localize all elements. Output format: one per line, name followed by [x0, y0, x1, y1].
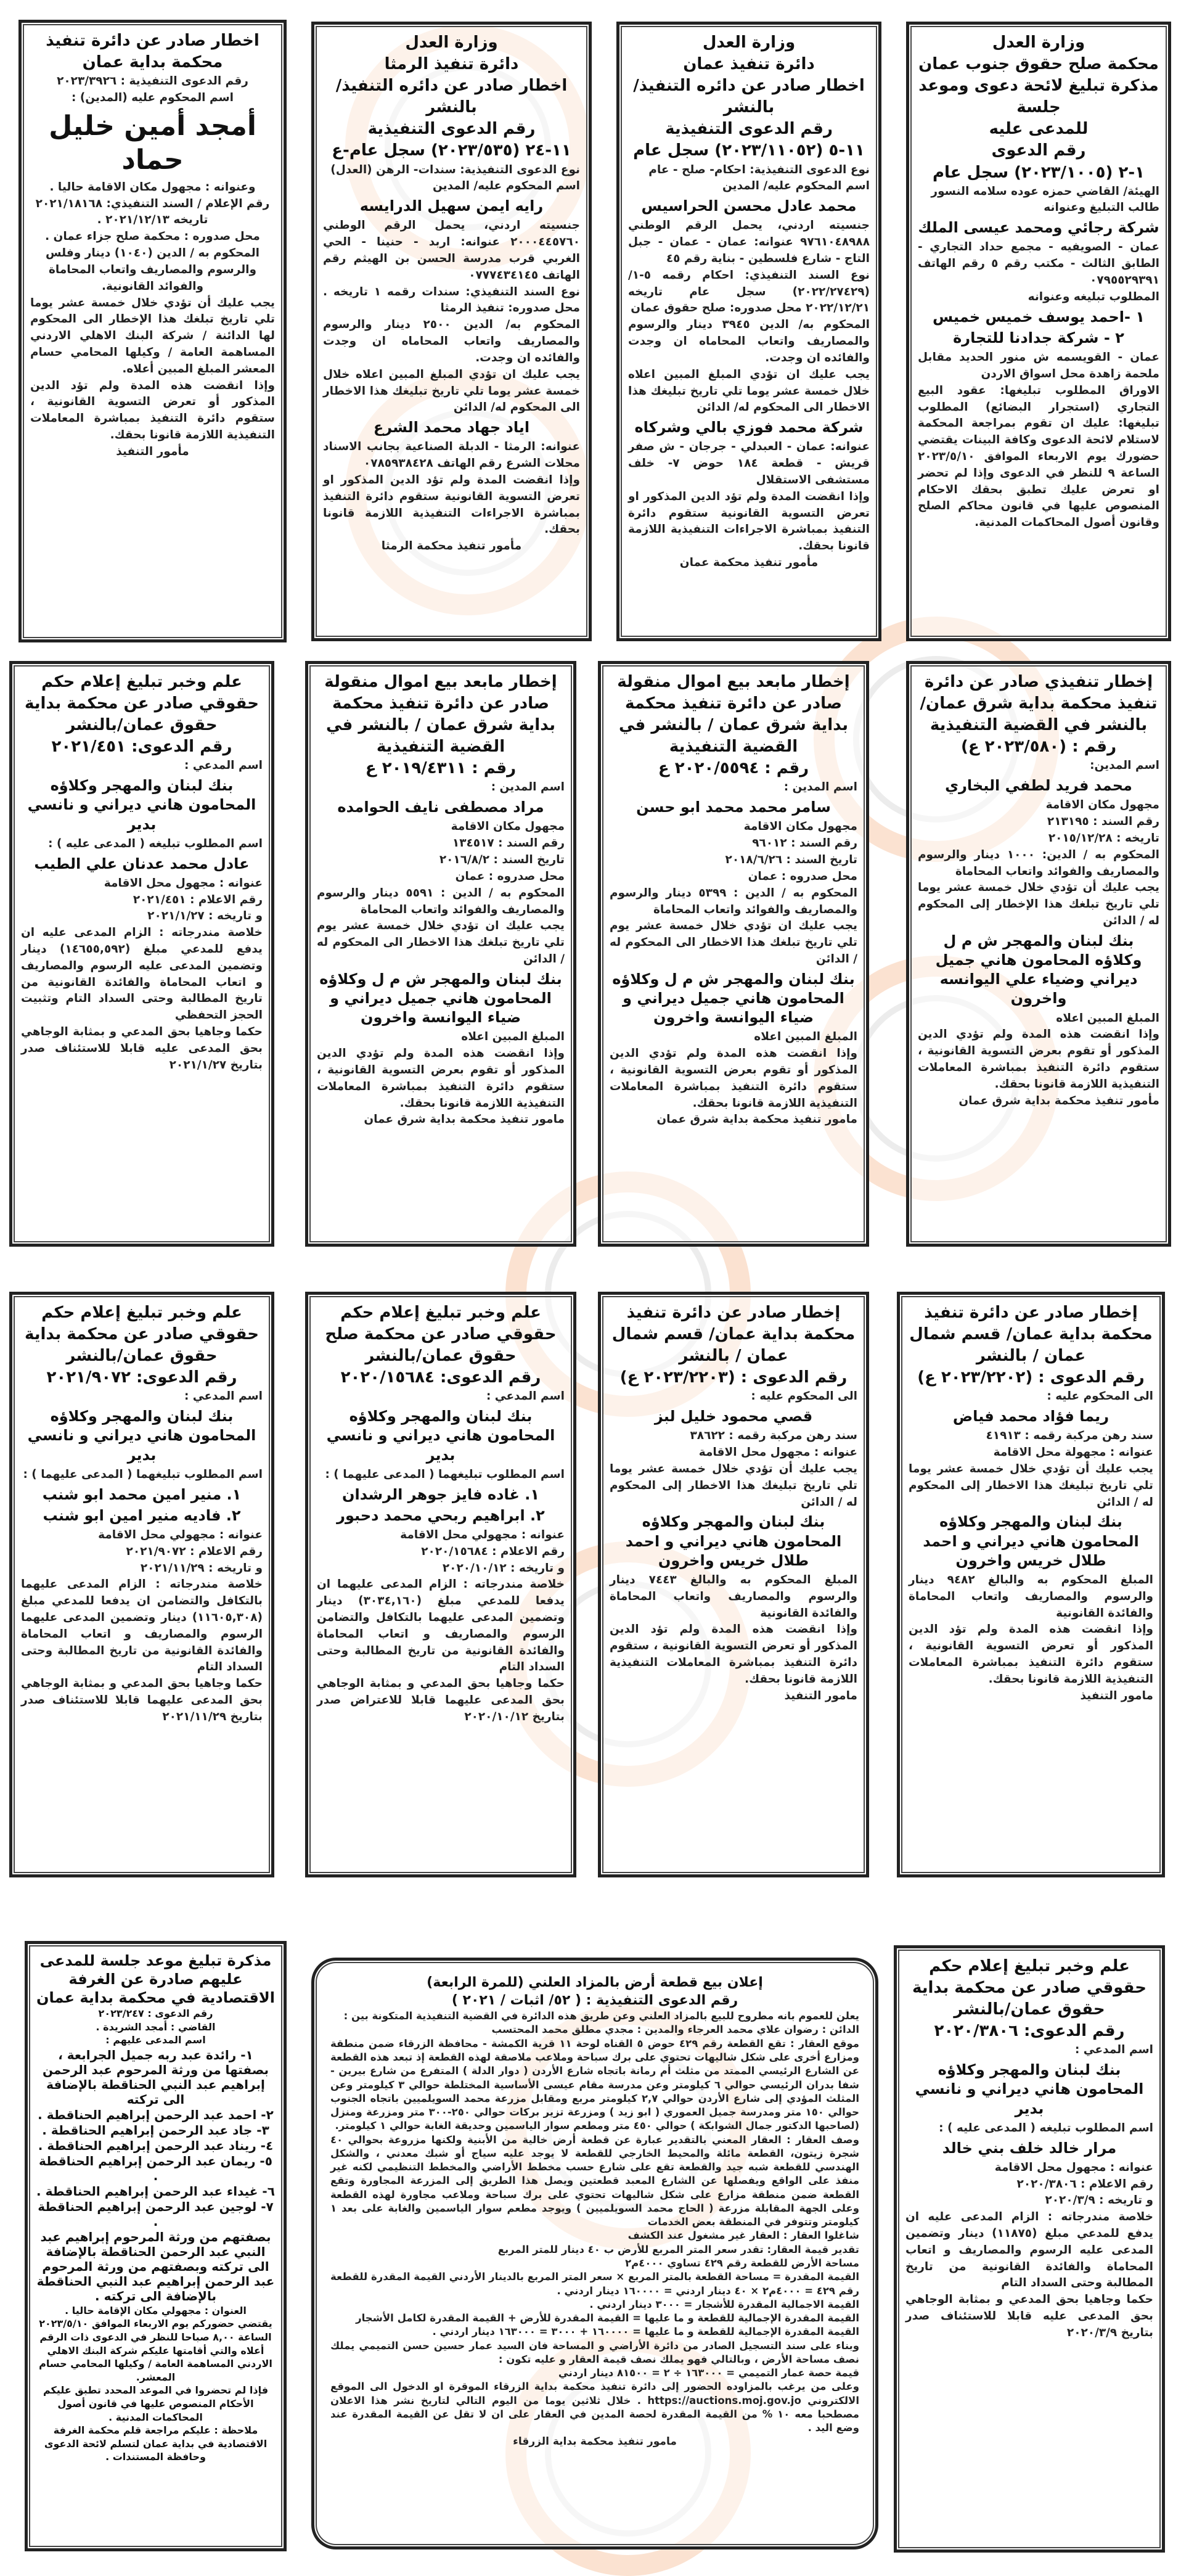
- notice-text: يجب عليك ان تؤدي خلال خمسة عشر يوم تلي تاريخ تبلغك هذا الاخطار الى المحكوم له / الدائن: [317, 919, 565, 966]
- party-name: شركة محمد فوزي بالي وشركاه: [634, 419, 864, 437]
- notice-text: رقم الاعلام : ٢٠٢٠/٣٨٠٦: [1016, 2177, 1153, 2191]
- notice-judgment-3806: [894, 1945, 1165, 2553]
- notice-heading: وزارة العدل: [992, 33, 1085, 52]
- party-name: مرار خالد خلف بني خالد: [942, 2139, 1117, 2157]
- notice-heading: مذكرة تبليغ موعد جلسة للمدعى عليهم صادرة عن الغرفة الاقتصادية في محكمة بداية عمان: [36, 1952, 275, 2006]
- notice-text: المحكوم به / الدين: ١٠٠٠ دينار والرسوم والمصاريف والفوائد واتعاب المحاماة: [918, 848, 1159, 878]
- party-name: بنك لبنان والمهجر ش م ل وكلاؤه المحامون هاني جميل ديراني وضياء علي اليوانسه واخرون: [935, 932, 1142, 1007]
- notice-text: اسم المدعي :: [1074, 2043, 1153, 2057]
- notice-text: يجب عليك أن تؤدي خلال خمسة عشر يوما تلي تاريخ تبليغك هذا الاخطار إلى المحكوم له / الدائن: [610, 1462, 857, 1509]
- notice-text: المحكوم به/ الدين ٢٥٠٠ دينار والرسوم والمصاريف واتعاب المحاماه ان وجدت والفائده ان وجدت.: [323, 318, 580, 364]
- notice-text: نوع الدعوى التنفيذية: سندات- الرهن (العدل): [330, 163, 580, 176]
- notice-text: وإذا انقضت هذه المدة ولم تؤد الدين المذكور أو تعرض التسوية القانونية ، ستقوم دائرة التنفيذ بمباشرة المعاملات التنفيذية اللازمة قانونا بحقك.: [30, 379, 275, 441]
- notice-text: و تاريخه : ٢٠٢٠/١٠/١٢: [442, 1561, 565, 1575]
- party-name: ٢- احمد عبد الرحمن إبراهيم الحناقطة .: [38, 2107, 274, 2122]
- notice-text: اسم المدعى عليهم :: [105, 2034, 206, 2046]
- notice-text: جنسيته اردني، يحمل الرقم الوطني ٢٠٠٠٤٤٥٧٦٠ عنوانه: اربد - حنينا - الحي الغربي قرب مدرسة الحسن بن الهيثم رقم الهاتف ٠٧٧٧٤٣٤١٤٥: [323, 219, 580, 282]
- notice-text: نوع الدعوى التنفيذية: احكام- صلح - عام: [648, 163, 870, 176]
- notice-text: حكما وجاهيا بحق المدعي و بمثابة الوجاهي بحق المدعى عليهما قابلا للاستئناف صدر بتاريخ ٢٠٢١/١١/٢٩: [21, 1677, 263, 1723]
- notice-text: اسم المدعي :: [184, 759, 263, 773]
- notice-text: عنوانه : مجهولة محل الاقامة: [993, 1446, 1153, 1459]
- notice-text: وصف العقار : العقار المعني بالتقدير عبارة عن قطعة أرض خالية من الأبنية ولكنها مزروعة بحوالي ٤٠ شجرة زيتون، القطعة مائلة والمحيط الخارجي للقطعة لا يوجد عليه سياج أو شبك معدني ، والشكل الهندسي للقطعة شبه جيد والقطعة تقع على شارع حسب مخطط الأراضي والمخطط التنظيمي لكنه غير منفذ على الواقع ويفصلها عن الشارع المعبد قطعتين ويصل هذا الطريق إلى المزرعة المجاورة وتقع القطعة ضمن منطقة مزارع على شكل شاليهات تحتوي على برك سباحة وملاعب مجاورة لهذه القطعة وعلى الجهة المقابلة مزرعة ( الحاج محمد السويلميين ) ويوجد مطعم سوار الياسمين والغابة على بعد ١ كيلومتر وتتوفر في المنطقة بعض الخدمات: [330, 2133, 859, 2228]
- notice-text: و تاريخه : ٢٠٢١/١/٢٧: [147, 909, 263, 923]
- notice-text: اسم المطلوب تبليغه ( المدعى عليه ) :: [48, 837, 263, 850]
- notice-text: اسم المحكوم عليه (المدين) :: [72, 91, 234, 104]
- notice-text: موقع العقار : تقع القطعة رقم ٤٢٩ حوض ٥ القناه لوحة ١١ قرية الكمشة - محافظة الزرقاء ضمن منطقة ومزارع أخرى على شكل شاليهات تحتوي على برك سباحة وملاعب ملاصقة لهذه القطعة إذ تبعد هذه القطعة عن الشارع الرئيسي الممتد من مثلث أم رمانة باتجاه شارع الأردن ( دوار الدلة ) المتفرع من شارع بيرين - شفا بدران الرئيسي حوالي ٦ كيلومتر وعن مدرسة مقام عيسى الأساسية المختلطة حوالي ٣ كيلومتر وعن المثلث المؤدي إلى شارع الأردن حوالي ٢,٧ كيلومتر مربع ومقابل مزرعة محمد السويلميين باتجاه الجنوب حوالي ١٥٠ متر ومدرسة جميل العموري ( ابو زيد ) ومزرعة تزير بركات حوالي ٢٥٠-٣٠٠ متر ومزرعة ومنزل (لصاحبها الدكتور جمال الشوابكة ) حوالي ٤٥٠ متر ومطعم سوار الياسمين وحديقة الغابة حوالي ١ كيلومتر.: [330, 2037, 859, 2132]
- notice-text: رقم السند : ١٣٤٥١٧: [452, 837, 565, 850]
- notice-text: المحكوم به/ الدين ٣٩٤٥ دينار والرسوم والمصاريف واتعاب المحاماه ان وجدت والفائده ان وجدت.: [628, 318, 870, 364]
- notice-text: يجب عليك ان تؤدي خلال خمسة عشر يوم تلي تاريخ تبلغك هذا الاخطار الى المحكوم له / الدائن: [610, 919, 857, 966]
- notice-text: رقم الإعلام / السند التنفيذي: ٢٠٢١/١٨١٦٨ تاريخه ٢٠٢١/١٢/١٣ .: [35, 197, 270, 227]
- notice-text: رقم الدعوى التنفيذية : ٢٠٢٣/٣٩٢٦: [57, 75, 248, 88]
- notice-execution-ramtha: [311, 22, 592, 641]
- notice-text: محل صدوره : محكمة صلح جزاء عمان .: [45, 230, 260, 244]
- notice-text: مامور تنفيذ محكمة بداية شرق عمان: [364, 1113, 565, 1126]
- notice-heading: اخطار صادر عن دائره التنفيذ/ بالنشر: [335, 76, 568, 117]
- notice-text: يجب عليك أن تؤدي خلال خمسة عشر يوما تلي تاريخ تبلغك هذا الإخطار إلى المحكوم له / الدائن: [918, 881, 1159, 928]
- notice-text: جنسيته اردني، يحمل الرقم الوطني ٩٧٦١٠٤٨٩٨٨ عنوانه: عمان - عمان - جبل التاج - شارع فلسطين - بناية رقم ٤٥: [628, 219, 870, 265]
- notice-text: خلاصة مندرجاته : الزام المدعى عليهما بالتكافل والتضامن ان يدفعا للمدعي مبلغ (١١٦٠٥,٣٠٨) دينار وتضمين المدعى عليهما الرسوم والمصاريف و اتعاب المحاماة والفائدة القانونية من تاريخ المطالبة وحتى السداد التام: [21, 1578, 263, 1674]
- notice-text: وإذا انقضت المدة ولم تؤد الدين المذكور او تعرض التسوية القانونية ستقوم دائرة التنفيذ بمباشرة الاجراءات التنفيذية اللازمة قانونا بحقك.: [628, 490, 870, 553]
- notice-heading: رقم الدعوى التنفيذية: [367, 120, 536, 139]
- notice-heading: رقم الدعوى : (٢٠٢٣/٢٢٠٢ ع): [917, 1368, 1145, 1387]
- party-name: بنك لبنان والمهجر وكلاؤه المحامون هاني ديراني و احمد طلال خريس واخرون: [923, 1513, 1139, 1569]
- notice-court-session-south-amman: [906, 22, 1171, 641]
- party-name: أمجد أمين خليل حماد: [49, 110, 256, 176]
- notice-text: عنوانه: عمان - العبدلي - جرجان - ش صفر قريش - قطعة ١٨٤ حوض ٧- خلف مستشفى الاستقلال: [628, 440, 870, 486]
- party-name: ١ -احمد يوسف خميس خميس: [933, 308, 1145, 326]
- notice-text: وإذا انقضت هذه المدة ولم تؤد الدين المذكور أو تعرض التسوية القانونية ، ستقوم دائرة التنفيذ بمباشرة المعاملات التنفيذية اللازمة قانونا بحقك.: [610, 1623, 857, 1686]
- notice-text: يجب عليك ان تؤدي المبلغ المبين اعلاه خلال خمسة عشر يوما تلي تاريخ تبليغك هذا الاخطار الى المحكوم له/ الدائن: [323, 367, 580, 414]
- notice-heading: محكمة صلح حقوق جنوب عمان: [918, 55, 1159, 74]
- notice-text: حكما وجاهيا بحق المدعي و بمثابة الوجاهي بحق المدعى عليه قابلا للاستئناف صدر بتاريخ ٢٠٢١/١/٢٧: [21, 1025, 263, 1072]
- party-name: ٢. ابراهيم ربحي محمد دحبور: [337, 1506, 545, 1524]
- notice-heading: للمدعى عليه: [989, 120, 1089, 139]
- party-name: شركة رجائي ومحمد عيسى الملك: [918, 219, 1159, 237]
- notice-heading: اخطار صادر عن دائره التنفيذ/ بالنشر: [633, 76, 865, 117]
- notice-text: اسم المدين:: [1090, 759, 1159, 773]
- notice-post-sale-5594: [598, 661, 869, 1247]
- notice-heading: إخطار تنفيذي صادر عن دائرة تنفيذ محكمة بداية شرق عمان/ بالنشر في القضية التنفيذية: [920, 673, 1158, 735]
- notice-heading: مذكرة تبليغ لائحة دعوى وموعد جلسة: [918, 76, 1159, 117]
- notice-heading: رقم الدعوى : (٢٠٢٣/٢٢٠٣ ع): [619, 1368, 848, 1387]
- notice-text: العنوان : مجهولي مكان الإقامة حاليا .: [65, 2304, 247, 2316]
- notice-text: يقتضي حضوركم يوم الاربعاء الموافق ٢٠٢٣/٥/١٠ الساعة ٨,٠٠ صباحا للنظر في الدعوى ذات الرقم أعلاه والتي أقامتها عليكم شركة البنك الاهلي الاردني المساهمة العامة / وكيلها المحامي حسام المعشر.: [39, 2318, 272, 2383]
- party-name: بنك لبنان والمهجر وكلاؤه المحامون هاني ديراني و نانسي بدير: [27, 1408, 256, 1464]
- notice-execution-east-amman-580: [906, 661, 1171, 1247]
- party-name: ريما فؤاد محمد فياض: [952, 1408, 1109, 1425]
- notice-heading: رقم : (٢٠٢٣/٥٨٠ ع): [960, 737, 1117, 757]
- notice-text: الى المحكوم عليه :: [751, 1390, 857, 1403]
- notice-text: محل صدروه : عمان: [455, 869, 565, 883]
- notice-text: رقم السند : ٩٦٠١٢: [752, 837, 857, 850]
- notice-heading: رقم الدعوى: ٢٠٢٠/١٥٦٨٤: [340, 1368, 541, 1387]
- party-name: ٣- جاد عبد الرحمن إبراهيم الحناقطة .: [42, 2122, 269, 2138]
- notice-text: القيمة الاجمالية المقدرة للأشجار = ٣٠٠٠ دينار اردني .: [589, 2298, 859, 2310]
- notice-text: تاريخ السند : ٢٠١٦/٨/٢: [439, 853, 565, 867]
- notice-heading: اخطار صادر عن دائرة تنفيذ: [46, 31, 259, 50]
- notice-text: مساحة الأرض للقطعة رقم ٤٢٩ تساوي ٤٠٠٠م٢: [625, 2257, 859, 2269]
- notice-text: سند رهن مركبة رقمه : ٤١٩١٣: [986, 1429, 1153, 1443]
- party-name: ٥- ريمان عبد الرحمن إبراهيم الحناقطة .: [39, 2153, 272, 2183]
- notice-text: محل صدروه : عمان: [748, 869, 857, 883]
- notice-heading: علم وخبر تبليغ إعلام حكم حقوقي صادر عن محكمة بداية حقوق عمان/بالنشر: [24, 1303, 259, 1366]
- party-name: سامر محمد محمد ابو حسن: [636, 798, 831, 816]
- notice-text: نوع السند التنفيذي: احكام رقمه ٥-١/ (٢٠٢٢/٢٧٤٢٩) سجل عام تاريخه ٢٠٢٢/١٢/٢١ محل صدوره: صلح حقوق عمان: [628, 268, 870, 315]
- notice-text: و تاريخه : ٢٠٢٠/٣/٩: [1045, 2194, 1153, 2207]
- notice-text: المبلغ المبين اعلاه: [461, 1030, 565, 1044]
- notice-text: مأمور تنفيذ محكمة الرمثا: [381, 539, 522, 553]
- notice-text: رقم الاعلام : ٢٠٢١/٤٥١: [133, 893, 263, 906]
- notice-text: وعلى من يرغب بالمزاوده الحضور إلى دائرة تنفيذ محكمة بداية الزرقاء الموقرة او الدخول الى الموقع الالكتروني https://auctions.moj.gov.jo . خلال ثلاثين يوما من اليوم التالي لتاريخ نشر هذا الاعلان مصطحبا معه ١٠ % من القيمة المقدرة لحصة المدين في العقار على ان لا تقل عن القيمة المقدرة عند وضع اليد .: [330, 2381, 859, 2434]
- notice-text: تقدير قيمة العقار: تقدر سعر المتر المربع للأرض ب ٤٠ دينار للمتر المربع: [497, 2243, 859, 2255]
- notice-text: تاريخه : ٢٠١٥/١٢/٢٨: [1048, 832, 1159, 845]
- notice-text: الهيئة/ القاضي حمزه عوده سلامه النسور: [931, 184, 1159, 198]
- notice-text: القاضي : أمجد الشريدة .: [96, 2020, 216, 2033]
- notice-text: عنوانه : مجهولي محل الاقامة: [400, 1528, 565, 1541]
- notice-text: وإذا انقضت المدة ولم تؤد الدين المذكور او تعرض التسوية القانونية ستقوم دائرة التنفيذ بمباشرة الاجراءات التنفيذية اللازمة قانونا بحقك.: [323, 473, 580, 536]
- notice-text: الاوراق المطلوب تبليغها: عقود البيع التجاري (استجرار البضائع) المطلوب تبليغها: عليك ان تقوم بمراجعة المحكمة لاستلام لائحة الدعوى وكافة البينات يقتضي حضورك يوم الاربعاء الموافق ٢٠٢٣/٥/١٠ الساعة ٩ للنظر في الدعوى وإذا لم تحضر او تعرض عليك تطبق بحقك الاحكام المنصوص عليها في قانون محاكم الصلح وقانون أصول المحاكمات المدنية.: [918, 384, 1159, 530]
- notice-text: يجب عليك أن تؤدي خلال خمسة عشر يوما تلي تاريخ تبليغك هذا الاخطار إلى المحكوم له / الدائن: [909, 1462, 1153, 1509]
- notice-text: رقم السند : ٢١٣١٩٥: [1047, 815, 1159, 829]
- notice-heading: دائرة تنفيذ عمان: [683, 55, 815, 74]
- notice-heading: إعلان بيع قطعة أرض بالمزاد العلني (للمرة الرابعة): [427, 1975, 763, 1990]
- notice-heading: رقم الدعوى: ٢٠٢٠/٣٨٠٦: [934, 2022, 1125, 2041]
- notice-text: خلاصة مندرجاته : الزام المدعى عليهما ان يدفعا للمدعي مبلغ (٣٠٣٤,١٦٠) دينار وتضمين المدعى عليهما بالتكافل والتضامن الرسوم والمصاريف و اتعاب المحاماة والفائدة القانونية من تاريخ المطالبة وحتى السداد التام: [317, 1578, 565, 1674]
- notice-north-amman-2203: [598, 1292, 869, 1877]
- party-name: عادل محمد عدنان علي الطيب: [34, 855, 250, 872]
- notice-text: مامور تنفيذ محكمة بداية الزرقاء: [513, 2435, 677, 2448]
- notice-heading: علم وخبر تبليغ إعلام حكم حقوقي صادر عن محكمة بداية حقوق عمان/بالنشر: [912, 1957, 1147, 2019]
- notice-economic-chamber-session: [25, 1941, 287, 2551]
- notice-text: حكما وجاهيا بحق المدعي و بمثابة الوجاهي بحق المدعى عليهما قابلا للاعتراض صدر بتاريخ ٢٠٢٠/١٠/١٢: [317, 1677, 565, 1723]
- notice-text: شاغلوا العقار : العقار غير مشغول عند الكشف: [627, 2229, 859, 2242]
- notice-text: سند رهن مركبة رقمه : ٣٨٦٢٢: [690, 1429, 857, 1443]
- notice-heading: رقم الدعوى: [991, 141, 1086, 160]
- notice-text: رقم الاعلام : ٢٠٢١/٩٠٧٢: [126, 1544, 263, 1558]
- notice-heading: رقم : ٢٠٢٠/٥٥٩٤ ع: [658, 759, 809, 778]
- notice-text: طالب التبليغ وعنوانه: [1044, 201, 1159, 215]
- notice-text: وإذا انقضت هذه المدة ولم تؤدي الدين المذكور أو تقوم بعرض التسوية القانونية ، ستقوم دائرة التنفيذ بمباشرة المعاملات التنفيذية اللازمة قانونا بحقك.: [610, 1047, 857, 1110]
- notice-heading: ١١-٢٤ (٢٠٢٣/٥٣٥) سجل عام-ع: [332, 141, 571, 160]
- notice-heading: علم وخبر تبليغ إعلام حكم حقوقي صادر عن محكمة بداية حقوق عمان/بالنشر: [24, 673, 259, 735]
- notice-text: اسم المحكوم عليه/ المدين: [433, 179, 580, 193]
- notice-heading: ١-٢ (٢٠٢٣/١٠٠٥) سجل عام: [932, 163, 1145, 182]
- party-name: قصي محمود خليل لبز: [654, 1408, 813, 1425]
- notice-heading: علم وخبر تبليغ إعلام حكم حقوقي صادر عن محكمة صلح حقوق عمان/بالنشر: [325, 1303, 557, 1366]
- notice-text: وإذا انقضت هذه المدة ولم تؤدي الدين المذكور أو تقوم بعرض التسوية القانونية ، ستقوم دائرة التنفيذ بمباشرة المعاملات التنفيذية اللازمة قانونا بحقك.: [317, 1047, 565, 1110]
- party-name: ١. غاده فايز جوهر الرشدان: [341, 1485, 539, 1503]
- notice-text: خلاصة مندرجاته : الزام المدعى عليه ان يدفع للمدعي مبلغ (١١٨٧٥) دينار وتضمين المدعى عليه الرسوم والمصاريف و اتعاب المحاماة والفائدة القانونية من تاريخ المطالبة وحتى السداد التام: [905, 2210, 1153, 2290]
- notice-judgment-9072: [9, 1292, 274, 1877]
- notice-text: يجب عليك أن تؤدي خلال خمسة عشر يوما تلي تاريخ تبلغك هذا الإخطار الى المحكوم لها الدائنة / شركة البنك الاهلي الاردني المساهمة العامة / وكيلها المحامي حسام المعشر المبلغ المبين أعلاه.: [30, 296, 275, 375]
- notice-text: عنوانه : مجهول محل الاقامة: [104, 876, 263, 890]
- notice-heading: وزارة العدل: [405, 33, 498, 52]
- notice-text: عنوانه : مجهول محل الاقامة: [698, 1446, 857, 1459]
- party-name: بنك لبنان والمهجر ش م ل وكلاؤه المحامون هاني جميل ديراني و ضياء اليوانسة واخرون: [612, 970, 855, 1027]
- notice-heading: إخطار صادر عن دائرة تنفيذ محكمة بداية عمان/ قسم شمال عمان / بالنشر: [611, 1303, 856, 1366]
- notice-text: وعنوانه : مجهول مكان الاقامة حاليا .: [49, 180, 256, 194]
- notice-text: القيمة المقدرة الإجمالية للقطعة و ما عليها = القيمة المقدرة للأرض + القيمة المقدرة لكامل الأشجار: [356, 2312, 859, 2324]
- notice-text: اسم المدين :: [783, 781, 857, 794]
- notice-text: يعلن للعموم بانه مطروح للبيع بالمزاد العلني وعن طريق هذه الدائرة في القضية التنفيذية المتكونة بين :: [343, 2010, 859, 2022]
- party-name: بنك لبنان والمهجر وكلاؤه المحامون هاني ديراني و نانسي بدير: [27, 777, 256, 833]
- party-name: بنك لبنان والمهجر وكلاؤه المحامون هاني ديراني و احمد طلال خريس واخرون: [625, 1513, 842, 1569]
- notice-text: خلاصة مندرجاته : الزام المدعى عليه ان يدفع للمدعي مبلغ (١٤٦٥٥,٥٩٢) دينار وتضمين المدعى عليه الرسوم والمصاريف و اتعاب المحاماة والفائدة القانونية من تاريخ المطالبة وحتى السداد التام وتثبيت الحجز التحفظي: [21, 926, 263, 1022]
- notice-heading: دائرة تنفيذ الرمثا: [384, 55, 519, 74]
- notice-text: مجهول مكان الاقامة: [451, 820, 565, 834]
- party-name: ١- رائدة عبد ربه جميل الجرابعة ، بصفتها من ورثة المرحوم عبد الرحمن إبراهيم عبد النبي الحناقطة بالإضافة الى تركته: [42, 2047, 269, 2107]
- notice-heading: محكمة بداية عمان: [82, 53, 223, 72]
- notice-heading: إخطار مابعد بيع اموال منقولة صادر عن دائرة تنفيذ محكمة بداية شرق عمان / بالنشر في القضية التنفيذية: [324, 673, 557, 757]
- notice-heading: رقم : ٢٠١٩/٤٣١١ ع: [365, 759, 517, 778]
- notice-land-auction-zarqa: [311, 1958, 878, 2549]
- notice-text: وإذا انقضت هذه المدة ولم تؤدي الدين المذكور أو تقوم بعرض التسوية القانونية ، ستقوم دائرة التنفيذ بمباشرة المعاملات التنفيذية اللازمة قانونا بحقك.: [918, 1028, 1159, 1091]
- notice-text: مامور التنفيذ: [1080, 1689, 1153, 1702]
- notice-heading: رقم الدعوى: ٢٠٢١/٩٠٧٢: [46, 1368, 237, 1387]
- notice-text: مجهول مكان الاقامة: [743, 820, 857, 834]
- notice-text: مأمور التنفيذ: [116, 445, 189, 458]
- party-name: بصفتهم من ورثة المرحوم إبراهيم عبد النبي عبد الرحمن الحناقطة بالإضافة الى تركته وبصفتهم من ورثة المرحوم عبد الرحمن إبراهيم عبد النبي الحناقطة بالإضافة الى تركته .: [36, 2229, 275, 2303]
- notice-text: المطلوب تبليغه وعنوانه: [1028, 290, 1159, 303]
- notice-heading: إخطار صادر عن دائرة تنفيذ محكمة بداية عمان/ قسم شمال عمان / بالنشر: [909, 1303, 1153, 1366]
- notice-text: الى المحكوم عليه :: [1047, 1390, 1153, 1403]
- notice-text: المبلغ المبين اعلاه: [754, 1030, 857, 1044]
- notice-text: المبلغ المبين اعلاه: [1056, 1011, 1159, 1025]
- notice-post-sale-4311: [305, 661, 576, 1247]
- notice-text: مأمور تنفيذ محكمة بداية شرق عمان: [958, 1094, 1159, 1107]
- notice-heading: إخطار مابعد بيع اموال منقولة صادر عن دائرة تنفيذ محكمة بداية شرق عمان / بالنشر في القضية التنفيذية: [617, 673, 850, 757]
- notice-text: و تاريخه : ٢٠٢١/١١/٢٩: [140, 1561, 263, 1575]
- notice-text: عمان - القويسمه ش منور الحديد مقابل ملحمة زاهدة محل اسواق الاردن: [918, 351, 1159, 380]
- notice-text: ملاحظة : عليكم مراجعة قلم محكمة الغرفة الاقتصادية في بداية عمان لتسلم لائحة الدعوى وحافظة المستندات .: [44, 2424, 268, 2463]
- notice-text: تاريخ السند : ٢٠١٨/٦/٢٦: [725, 853, 857, 867]
- notice-text: المحكوم به / الدين : ٥٥٩١ دينار والرسوم والمصاريف والفوائد واتعاب المحاماة: [317, 886, 565, 916]
- notice-text: اسم المدعي :: [486, 1390, 565, 1403]
- notice-text: وبناء على سند التسجيل الصادر من دائرة الأراضي و المساحة فان السيد عمار حسين حسن التميمي يملك نصف مساحة الأرض ، وبالتالي فهو يملك نصف قيمة العقار و عليه تكون :: [330, 2339, 859, 2365]
- party-name: اياد جهاد محمد الشرع: [373, 419, 530, 437]
- notice-text: القيمة المقدرة = مساحة القطعة بالمتر المربع × سعر المتر المربع بالدينار الأردني القيمة المقدرة للقطعة رقم ٤٢٩ = ٤٠٠٠م٢ × ٤٠ دينار اردني = ١٦٠٠٠٠ دينار اردني .: [330, 2271, 859, 2297]
- notice-text: يجب عليك ان تؤدي المبلغ المبين اعلاه خلال خمسة عشر يوما تلي تاريخ تبليغك هذا الاخطار الى المحكوم له/ الدائن: [628, 367, 870, 414]
- notice-judgment-15684: [305, 1292, 576, 1877]
- notice-text: رقم الاعلام : ٢٠٢٠/١٥٦٨٤: [421, 1544, 565, 1558]
- notice-text: عنوانه : مجهول محل الاقامة: [994, 2160, 1153, 2174]
- notice-text: فإذا لم تحضروا في الموعد المحدد تطبق عليكم الأحكام المنصوص عليها في قانون أصول المحاكمات المدنية .: [43, 2384, 269, 2423]
- party-name: بنك لبنان والمهجر ش م ل وكلاؤه المحامون هاني جميل ديراني و ضياء اليوانسة واخرون: [319, 970, 562, 1027]
- notice-text: قيمة حصة عمار التميمي = ١٦٣٠٠٠ ÷ ٢ = ٨١٥٠٠ دينار اردني: [558, 2367, 859, 2379]
- notice-text: مأمور تنفيذ محكمة عمان: [679, 556, 819, 569]
- notice-text: عنوانه: الرمثا - الدبلة الصناعية بجانب الاسناد محلات الشرع رقم الهاتف ٠٧٨٥٩٣٨٤٢٨: [323, 440, 580, 470]
- notice-text: المحكوم به / الدين : ٥٣٩٩ دينار والرسوم والمصاريف والفوائد واتعاب المحاماة: [610, 886, 857, 916]
- party-name: محمد فريد لطفي البخاري: [945, 777, 1132, 795]
- party-name: ١. منير امين محمد ابو شنب: [42, 1485, 242, 1503]
- notice-text: عنوانه : مجهولي محل الاقامة: [98, 1528, 263, 1541]
- notice-text: اسم المحكوم عليه/ المدين: [722, 179, 870, 193]
- notice-heading: رقم الدعوى التنفيذية: [665, 120, 833, 139]
- party-name: ٤- ريناد عبد الرحمن إبراهيم الحناقطة .: [38, 2138, 274, 2153]
- notice-text: حكما وجاهيا بحق المدعي و بمثابة الوجاهي بحق المدعى عليه قابلا للاستئناف صدر بتاريخ ٢٠٢٠/٣/٩: [905, 2293, 1153, 2339]
- notice-text: المحكوم به / الدين (١٠٤٠) دينار وفلس والرسوم والمصاريف واتعاب المحاماة والفوائد القانونية.: [45, 247, 260, 293]
- party-name: ٧- لوجين عبد الرحمن إبراهيم الحناقطة .: [38, 2199, 274, 2229]
- notice-text: مامور تنفيذ محكمة بداية شرق عمان: [656, 1113, 857, 1126]
- party-name: ٢ - شركة جدادنا للتجارة: [953, 329, 1124, 347]
- notice-text: اسم المدعي :: [184, 1390, 263, 1403]
- notice-text: الدائن : رضوان علاي محمد العرجاء والمدين : مجدي مطلق محمد المحتسب: [491, 2024, 859, 2036]
- notice-text: رقم الدعوى : ٢٠٢٣/٢٤٧: [98, 2008, 213, 2019]
- notice-text: مجهول مكان الاقامة: [1045, 798, 1159, 812]
- notice-text: القيمة المقدرة الإجمالية للقطعة و ما عليها = ١٦٠٠٠٠ + ٣٠٠٠ = ١٦٣٠٠٠ دينار اردني .: [432, 2326, 859, 2338]
- party-name: ٢. فاديه منير امين ابو شنب: [43, 1506, 241, 1524]
- party-name: رايه ايمن سهيل الدرايسه: [359, 197, 544, 215]
- notice-north-amman-2202: [897, 1292, 1165, 1877]
- notice-heading: رقم الدعوى التنفيذية : ( ٥٢/ اثبات / ٢٠٢١ ): [451, 1992, 738, 2008]
- notice-text: اسم المطلوب تبليغهما ( المدعى عليهما ) :: [325, 1467, 565, 1481]
- notice-execution-amman: [616, 22, 881, 641]
- notice-judgment-451: [9, 661, 274, 1247]
- notice-heading: وزارة العدل: [702, 33, 796, 52]
- notice-execution-amman-first-instance: [18, 20, 287, 642]
- notice-text: وإذا انقضت هذه المدة ولم تؤد الدين المذكور أو تعرض التسوية القانونية ، ستقوم دائرة التنفيذ بمباشرة المعاملات التنفيذية اللازمة قانونا بحقك.: [909, 1623, 1153, 1686]
- notice-text: نوع السند التنفيذي: سندات رقمه ١ تاريخه . محل صدوره: تنفيذ الرمثا: [323, 285, 580, 315]
- party-name: ٦- غيداء عبد الرحمن إبراهيم الحناقطة .: [36, 2183, 275, 2199]
- notice-heading: ١١-٥ (٢٠٢٣/١١٠٥٢) سجل عام: [633, 141, 865, 160]
- party-name: محمد عادل محسن الحراسيس: [641, 197, 857, 215]
- party-name: بنك لبنان والمهجر وكلاؤه المحامون هاني ديراني و نانسي بدير: [915, 2061, 1144, 2117]
- notice-text: المبلغ المحكوم به والبالغ ٩٤٨٢ دينار والرسوم والمصاريف واتعاب المحاماة والفائدة القانونية: [909, 1573, 1154, 1620]
- notice-text: اسم المدين :: [491, 781, 565, 794]
- party-name: مراد مصطفى نايف الحوامده: [337, 798, 544, 816]
- party-name: بنك لبنان والمهجر وكلاؤه المحامون هاني ديراني و نانسي بدير: [326, 1408, 555, 1464]
- notice-text: اسم المطلوب تبليغه ( المدعى عليه ) :: [939, 2121, 1153, 2135]
- notice-heading: رقم الدعوى: ٢٠٢١/٤٥١: [51, 737, 232, 757]
- notice-text: اسم المطلوب تبليغهما ( المدعى عليهما ) :: [23, 1467, 263, 1481]
- notice-text: مامور التنفيذ: [784, 1689, 857, 1702]
- notice-text: عمان - الصويفيه - مجمع حداد التجاري - الطابق الثالث - مكتب رقم ٥ رقم الهاتف ٠٧٩٥٥٢٩٣٩١: [918, 240, 1160, 287]
- notice-text: المبلغ المحكوم به والبالغ ٧٤٤٣ دينار والرسوم والمصاريف واتعاب المحاماة والفائدة القانونية: [610, 1573, 858, 1620]
